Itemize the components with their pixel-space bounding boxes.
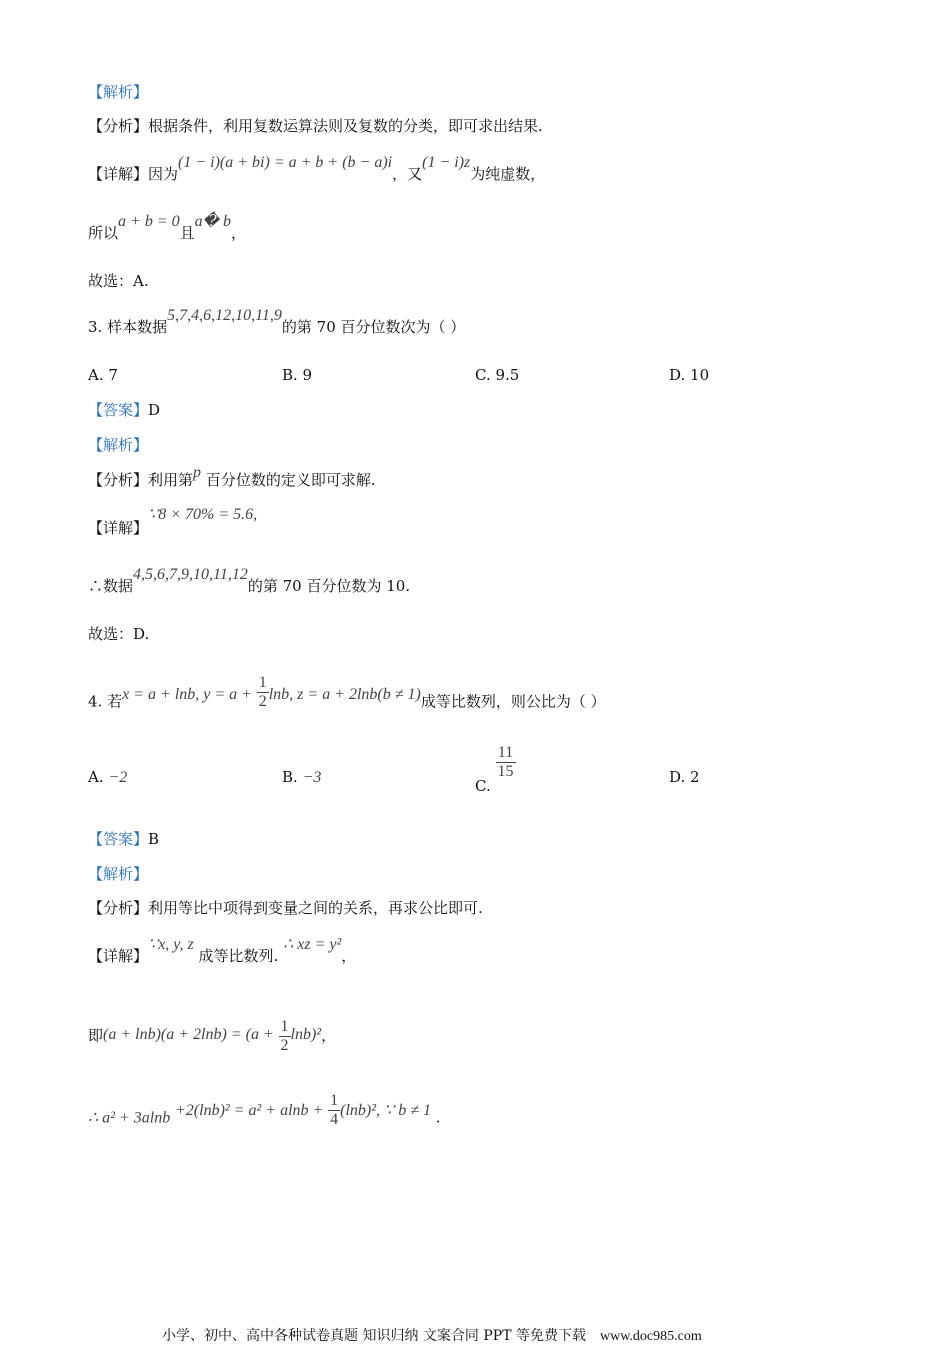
q3-option-c: C. 9.5	[475, 366, 520, 384]
q4-expand-line: ∴ a² + 3alnb +2(lnb)² = a² + alnb + $\frac{1}{4}$ (lnb)², ∵ b ≠ 1 .	[88, 1092, 441, 1128]
question-3-stem: 3. 样本数据5,7,4,6,12,10,11,9的第 70 百分位数次为（ ）	[88, 307, 466, 336]
jiexi-label-2: 【解析】	[88, 83, 149, 101]
q3-sorted-data-line: ∴数据4,5,6,7,9,10,11,12的第 70 百分位数为 10.	[88, 566, 411, 595]
q4-jiexi: 【解析】	[88, 865, 149, 883]
q4-answer: 【答案】B	[88, 830, 160, 848]
q3-jiexi: 【解析】	[88, 436, 149, 454]
suoyi-line-2: 所以a + b = 0且a� b，	[88, 213, 247, 242]
q4-option-d: D. 2	[669, 768, 700, 786]
q4-ji-line: 即(a + lnb)(a + 2lnb) = (a + $\frac{1}{2}$ lnb)²，	[88, 1018, 337, 1054]
q4-expand-fraction: $\frac{1}{4}$	[330, 1092, 339, 1128]
complex-product-formula: (1 − i)(a + bi) = a + b + (b − a)i	[178, 154, 393, 171]
q3-guxuan: 故选：D.	[88, 625, 150, 643]
q4-option-a: A. −2	[88, 768, 128, 786]
fenxi-line-2: 【分析】根据条件，利用复数运算法则及复数的分类，即可求出结果.	[88, 117, 543, 135]
q3-fenxi: 【分析】利用第p 百分位数的定义即可求解.	[88, 464, 376, 489]
q4-stem-formula-part1: x = a + lnb, y = a +	[122, 685, 252, 703]
footer-url[interactable]: www.doc985.com	[599, 1329, 702, 1344]
q4-xiangjie: 【详解】∵x, y, z 成等比数列. ∴ xz = y²，	[88, 936, 357, 965]
q4-option-b: B. −3	[282, 768, 322, 786]
q4-stem-formula-part2: lnb, z = a + 2lnb(b ≠ 1)	[268, 685, 421, 703]
q4-stem-fraction: $\frac{1}{2}$	[258, 674, 267, 710]
percentile-calc-formula: ∵8 × 70% = 5.6,	[148, 506, 258, 523]
q3-answer: 【答案】D	[88, 401, 161, 419]
q3-option-a: A. 7	[88, 366, 118, 384]
guxuan-2: 故选：A.	[88, 272, 149, 290]
sorted-data-formula: 4,5,6,7,9,10,11,12	[133, 566, 248, 583]
q3-option-b: B. 9	[282, 366, 313, 384]
q4-ji-fraction: $\frac{1}{2}$	[280, 1018, 289, 1054]
q4-fenxi: 【分析】利用等比中项得到变量之间的关系，再求公比即可.	[88, 899, 483, 917]
q4-option-c: C. $\frac{11}{15}$	[475, 744, 514, 795]
complex-z-formula: (1 − i)z	[422, 154, 471, 171]
q4-option-c-fraction: $\frac{11}{15}$	[497, 744, 514, 780]
q3-option-d: D. 10	[669, 366, 710, 384]
q3-xiangjie: 【详解】∵8 × 70% = 5.6,	[88, 506, 258, 537]
page-footer: 小学、初中、高中各种试卷真题 知识归纳 文案合同 PPT 等免费下载 www.doc985.com	[162, 1328, 702, 1344]
sample-data-formula: 5,7,4,6,12,10,11,9	[167, 307, 282, 324]
question-4-stem: 4. 若x = a + lnb, y = a + $\frac{1}{2}$ lnb, z = a + 2lnb(b ≠ 1)成等比数列，则公比为（ ）	[88, 674, 606, 711]
xiangjie-line-2: 【详解】因为(1 − i)(a + bi) = a + b + (b − a)i，又(1 − i)z为纯虚数，	[88, 154, 546, 183]
